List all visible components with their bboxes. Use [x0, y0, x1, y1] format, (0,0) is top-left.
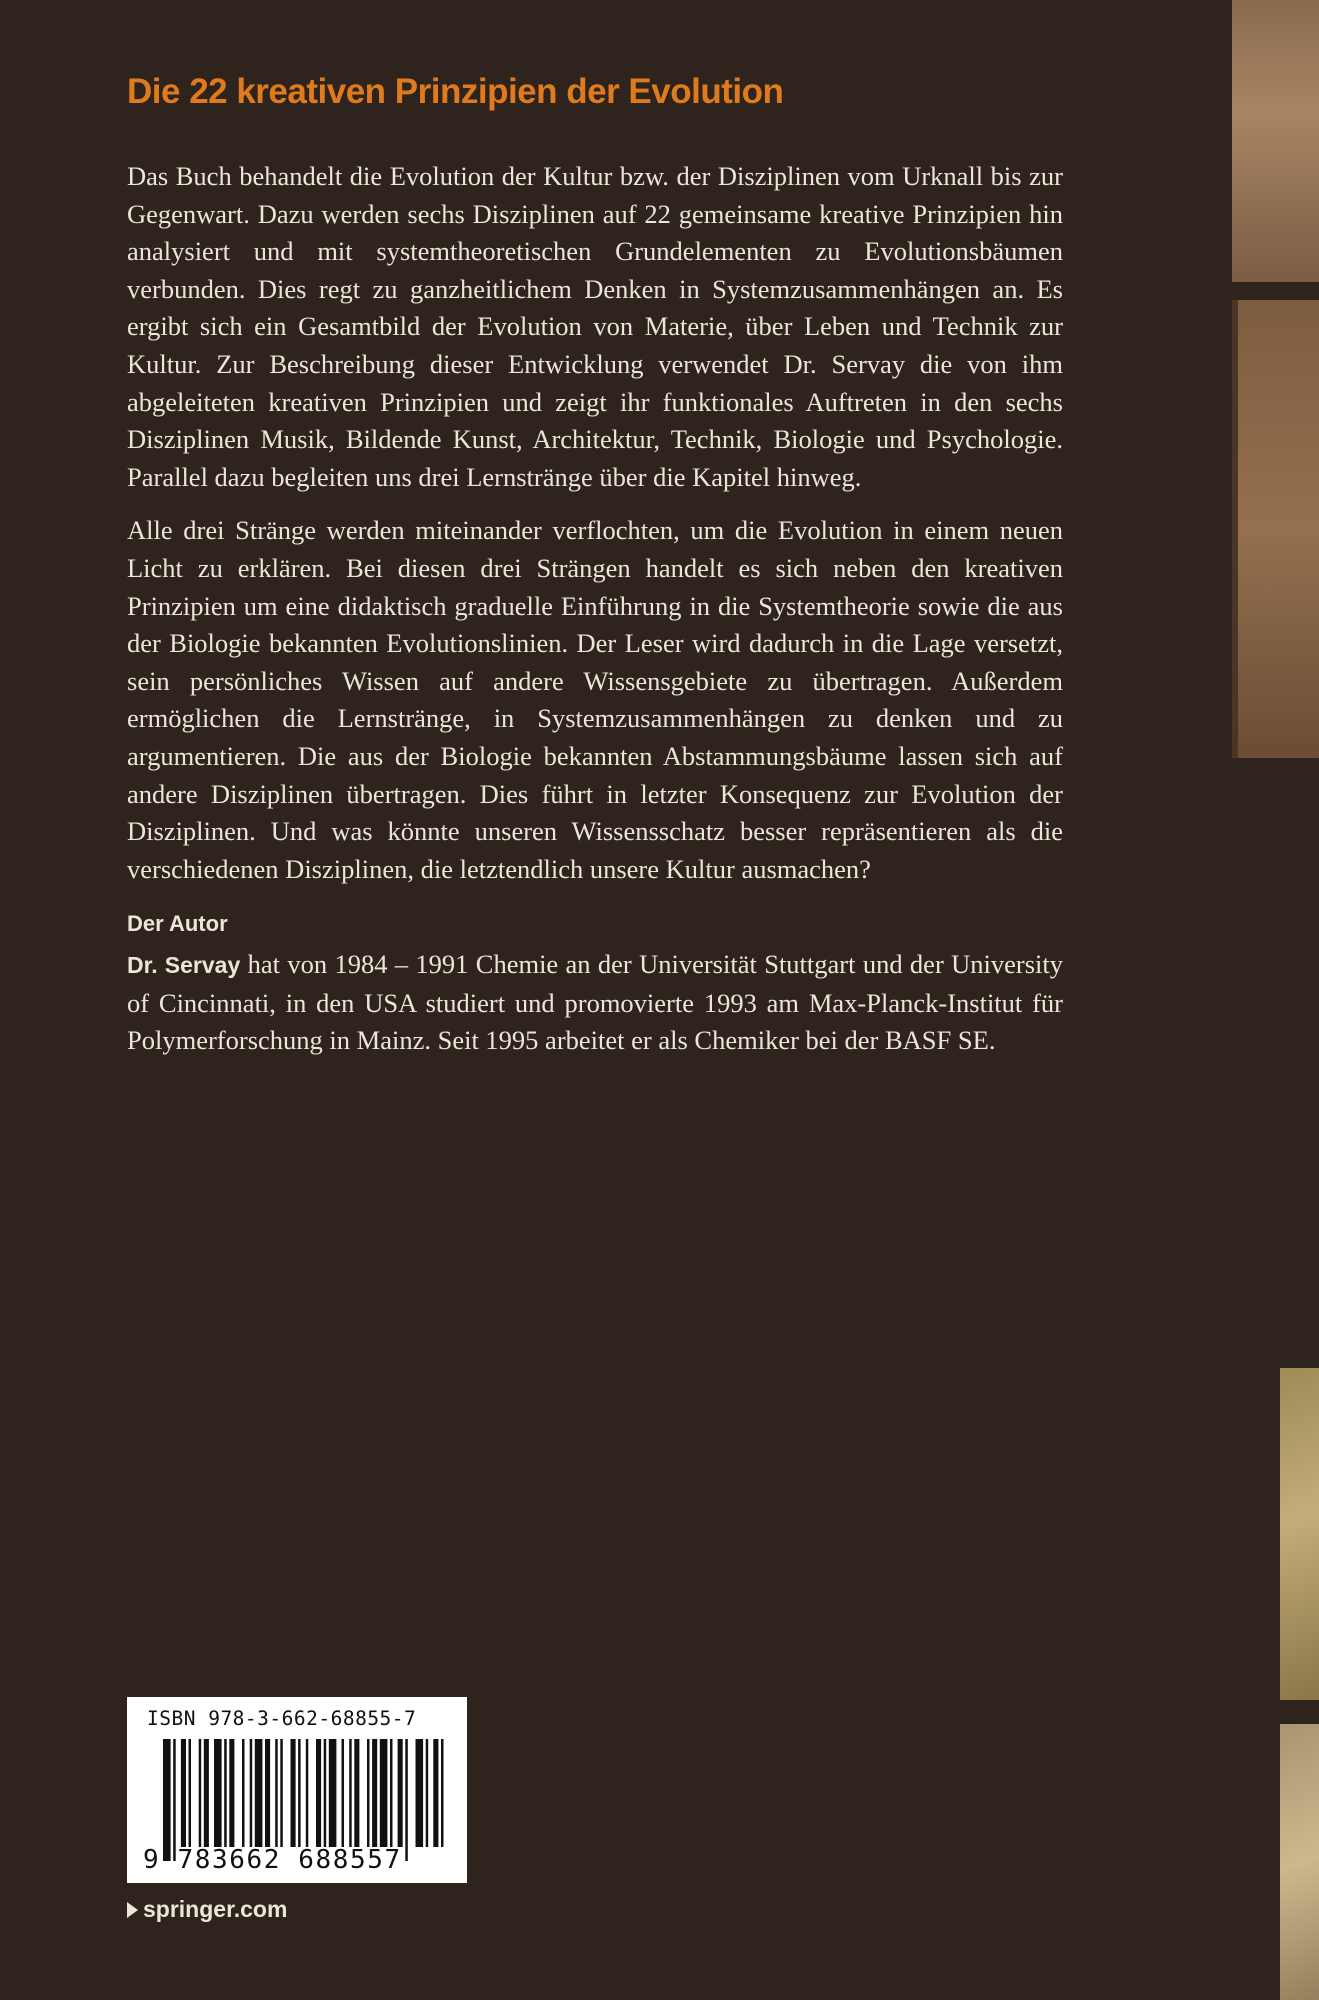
barcode-bar [433, 1739, 438, 1847]
blurb-paragraph-1: Das Buch behandelt die Evolution der Kultur bzw. der Disziplinen vom Urknall bis zur Gegenwart. Dazu werden sechs Disziplinen auf 22 gemeinsame kreative Prinzipien hin analysiert und mit systemtheoretischen Grundelementen zu Evolutionsbäumen verbunden. Dies regt zu ganzheitlichem Denken in Systemzusammenhängen an. Es ergibt sich ein Gesamtbild der Evolution von Materie, über Leben und Technik zur Kultur. Zur Beschreibung dieser Entwicklung verwendet Dr. Servay die von ihm abgeleiteten kreativen Prinzipien und zeigt ihr funktionales Auftreten in den sechs Disziplinen Musik, Bildende Kunst, Architektur, Technik, Biologie und Psychologie. Parallel dazu begleiten uns drei Lernstränge über die Kapitel hinweg. [127, 161, 1063, 492]
barcode-bar [426, 1739, 429, 1847]
blurb-content [127, 158, 1063, 1076]
barcode-bar [275, 1739, 278, 1847]
publisher-link[interactable] [127, 1896, 287, 1923]
barcode-bar [441, 1739, 444, 1847]
barcode-bar [255, 1739, 263, 1847]
barcode-bar [306, 1739, 309, 1847]
barcode-bar [181, 1739, 186, 1847]
barcode-bar [298, 1739, 301, 1847]
isbn-label: ISBN 978-3-662-68855-7 [147, 1707, 417, 1730]
book-title: Die 22 kreativen Prinzipien der Evolution [127, 72, 784, 111]
blurb-paragraph-2: Alle drei Stränge werden miteinander verflochten, um die Evolution in einem neuen Licht zu erklären. Bei diesen drei Strängen handelt es sich neben den kreativen Prinzipien um eine didaktisch graduelle Einführung in die Systemtheorie sowie die aus der Biologie bekannten Evolutionslinien. Der Leser wird dadurch in die Lage versetzt, sein persönliches Wissen auf andere Wissensgebiete zu übertragen. Außerdem ermöglichen die Lernstränge, in Systemzusammenhängen zu denken und zu argumentieren. Die aus der Biologie bekannten Abstammungsbäume lassen sich auf andere Disziplinen übertragen. Dies führt in letzter Konsequenz zur Evolution der Disziplinen. Und was könnte unseren Wissensschatz besser repräsentieren als die verschiedenen Disziplinen, die letztendlich unsere Kultur ausmachen? [127, 515, 1063, 884]
author-bio [127, 946, 1063, 1060]
barcode-bar [329, 1739, 337, 1847]
barcode-bar [372, 1739, 377, 1847]
barcode-bar [265, 1739, 270, 1847]
barcode-bar [367, 1739, 370, 1847]
barcode-bar [380, 1739, 388, 1847]
cover-art-lower [1280, 1368, 1319, 1700]
author-heading: Der Autor [127, 911, 228, 937]
barcode-bar [349, 1739, 352, 1847]
play-icon [127, 1902, 138, 1918]
barcode-bar [291, 1739, 296, 1847]
barcode-bars [163, 1739, 447, 1861]
barcode-bar [173, 1739, 176, 1861]
barcode-bar [204, 1739, 209, 1847]
barcode-bar [390, 1739, 393, 1847]
author-name: Dr. Servay [127, 952, 241, 979]
barcode-bar [342, 1739, 345, 1847]
barcode-bar [405, 1739, 408, 1861]
barcode-bar [242, 1739, 245, 1847]
barcode-bar [280, 1739, 283, 1847]
barcode-digits: 9 783662 688557 [143, 1845, 402, 1875]
barcode-bar [229, 1739, 234, 1847]
barcode-bar [316, 1739, 321, 1847]
cover-art-bottom [1280, 1724, 1319, 2000]
publisher-website: springer.com [143, 1896, 288, 1922]
cover-art-middle [1232, 300, 1319, 758]
barcode-bar [189, 1739, 192, 1847]
barcode-bar [250, 1739, 253, 1847]
barcode-bar [398, 1739, 403, 1847]
barcode-bar [354, 1739, 359, 1847]
isbn-barcode [127, 1697, 467, 1883]
barcode-bar [324, 1739, 327, 1847]
barcode-bar [214, 1739, 222, 1847]
cover-art-top [1232, 0, 1319, 282]
barcode-bar [199, 1739, 202, 1847]
author-bio-text: hat von 1984 – 1991 Chemie an der Universität Stuttgart und der University of Cincinnati, in den USA studiert und promovierte 1993 am Max-Planck-Institut für Polymerforschung in Mainz. Seit 1995 arbeitet er als Chemiker bei der BASF SE. [127, 949, 1063, 1056]
barcode-bar [163, 1739, 171, 1861]
barcode-bar [416, 1739, 424, 1847]
barcode-bar [224, 1739, 227, 1847]
